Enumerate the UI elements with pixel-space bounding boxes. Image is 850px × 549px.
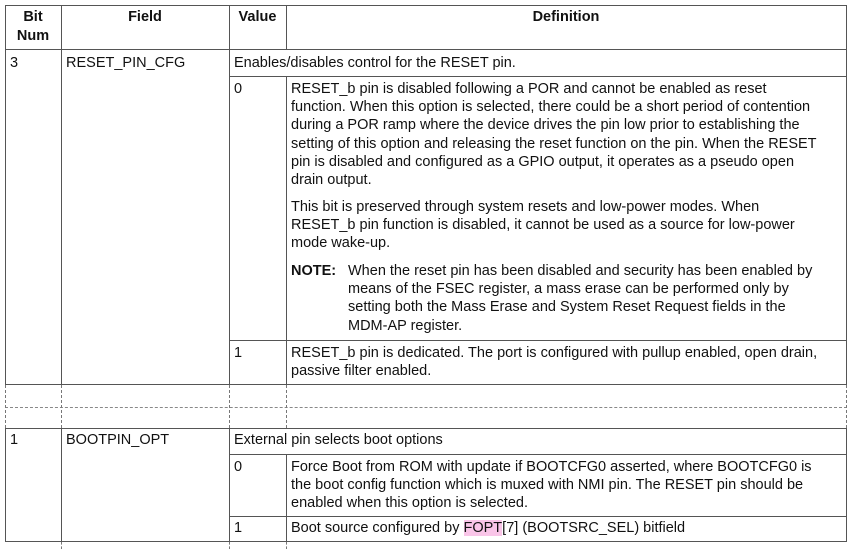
definition-line: the boot config function which is muxed with NMI pin. The RESET pin should be (291, 477, 804, 494)
col-border (846, 5, 847, 385)
col-break (286, 542, 287, 549)
note-line: When the reset pin has been disabled and security has been enabled by (348, 263, 813, 279)
definition-paragraph (291, 344, 843, 380)
row-divider (5, 384, 847, 385)
table-bottom-border (5, 541, 847, 542)
definition-text: [7] (BOOTSRC_SEL) bitfield (502, 520, 686, 536)
value-cell: 1 (234, 520, 243, 536)
bit-number: 1 (10, 432, 19, 448)
row-divider (5, 428, 847, 429)
definition-line: pin is disabled and configured as a GPIO output, it operates as a pseudo open (291, 153, 795, 170)
header-definition: Definition (532, 9, 600, 25)
header-field: Field (128, 9, 162, 25)
col-border (846, 428, 847, 542)
note-label: NOTE: (291, 263, 337, 279)
note-line: MDM-AP register. (348, 317, 463, 334)
col-border (229, 5, 230, 385)
col-border (61, 428, 62, 542)
note-line: means of the FSEC register, a mass erase can be performed only by (348, 281, 789, 298)
table-top-border (5, 5, 847, 6)
field-summary: External pin selects boot options (234, 432, 443, 448)
value-cell: 0 (234, 81, 243, 97)
col-break (61, 542, 62, 549)
value-cell: 1 (234, 345, 243, 361)
row-divider (229, 516, 847, 517)
definition-paragraph (291, 458, 843, 513)
note-text (348, 262, 843, 335)
definition-line: passive filter enabled. (291, 363, 432, 380)
definition-line: function. When this option is selected, there could be a short period of contention (291, 99, 811, 116)
definition-line: enabled when this option is selected. (291, 495, 528, 512)
col-break (229, 385, 230, 428)
definition-text: Boot source configured by (291, 520, 464, 536)
note-line: setting both the Mass Erase and System Reset Request fields in the (348, 299, 786, 316)
bit-number: 3 (10, 55, 19, 71)
col-break (5, 385, 6, 428)
col-border (61, 5, 62, 385)
definition-line: setting of this option and releasing the reset function on the pin. When the RESET (291, 135, 817, 152)
col-break (229, 542, 230, 549)
definition-line: mode wake-up. (291, 235, 391, 252)
row-divider (229, 76, 847, 77)
row-divider (229, 340, 847, 341)
definition-line: RESET_b pin is disabled following a POR and cannot be enabled as reset (291, 81, 767, 97)
row-divider (229, 454, 847, 455)
col-border (286, 76, 287, 385)
table-break-marker (5, 407, 847, 408)
col-border (286, 454, 287, 542)
field-summary: Enables/disables control for the RESET pin. (234, 55, 516, 71)
definition-line: drain output. (291, 172, 372, 189)
definition-paragraph (291, 80, 843, 189)
header-num-label: Num (16, 28, 50, 44)
header-bottom-border (5, 49, 847, 50)
header-bit-num (5, 8, 61, 46)
header-value: Value (238, 9, 277, 25)
col-break (61, 385, 62, 428)
definition-line: during a POR ramp where the device drives the pin low prior to establishing the (291, 117, 800, 134)
col-border (229, 428, 230, 542)
fopt-highlight[interactable]: FOPT (463, 520, 503, 536)
value-cell: 0 (234, 459, 243, 475)
definition-line: Force Boot from ROM with update if BOOTCFG0 asserted, where BOOTCFG0 is (291, 459, 812, 475)
definition-line (291, 519, 685, 538)
col-break (846, 385, 847, 428)
col-break (286, 385, 287, 428)
field-name: BOOTPIN_OPT (66, 432, 170, 448)
col-border (5, 428, 6, 542)
definition-paragraph (291, 198, 843, 253)
definition-line: RESET_b pin function is disabled, it cannot be used as a source for low-power (291, 217, 795, 234)
definition-line: This bit is preserved through system resets and low-power modes. When (291, 199, 760, 215)
header-bit-label: Bit (23, 9, 43, 25)
definition-line: RESET_b pin is dedicated. The port is configured with pullup enabled, open drain, (291, 345, 818, 361)
col-border (5, 5, 6, 385)
field-name: RESET_PIN_CFG (66, 55, 186, 71)
